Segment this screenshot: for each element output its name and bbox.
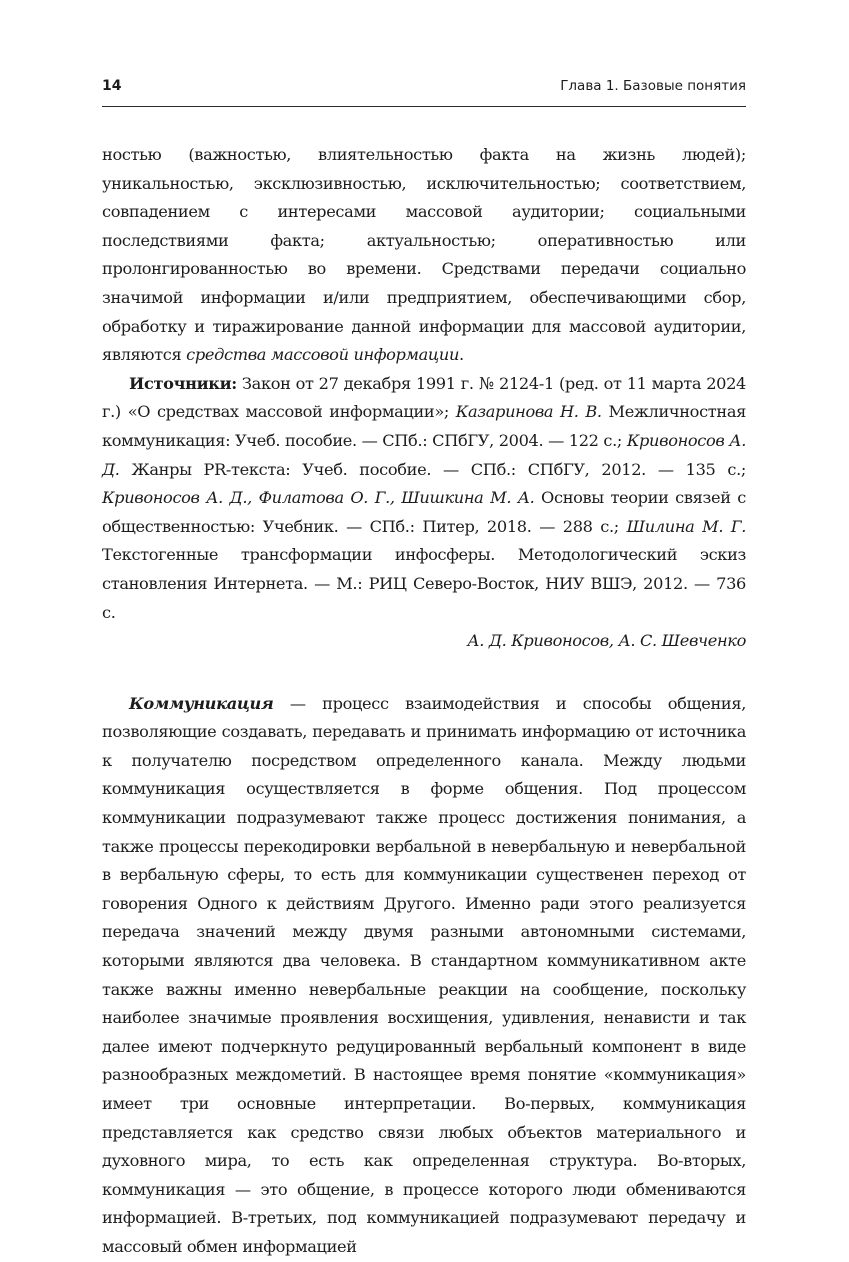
source-author: Шилина М. Г. [626,516,746,536]
source-author: Казаринова Н. В. [455,402,602,422]
continuation-text: ностью (важностью, влиятельностью факта на жизнь людей); уникальностью, эксклюзивностью, исключительностью; соответствием, совпадением с интересами массовой аудитории; социальными последствиями факта; актуальностью; оперативностью или пролонгированностью во времени. Средствами передачи социально значимой информации и/или предприятием, обеспечивающими сбор, обработку и тиражирование данной информации для массовой аудитории, являются [102,145,746,365]
source-text: Межличностная коммуникация: Учеб. пособие. — СПб.: СПбГУ, 2004. — 122 с.; [102,402,746,450]
entry-definition: — процесс взаимодействия и способы общения, позволяющие создавать, передавать и принимать информацию от источника к получателю посредством определенного канала. Между людьми коммуникация осуществляется в форме общения. Под процессом коммуникации подразумевают также процесс достижения понимания, а также процессы перекодировки вербальной в невербальную и невербальной в вербальную сферы, то есть для коммуникации существенен переход от говорения Одного к действиям Другого. Именно ради этого реализуется передача значений между двумя разными автономными системами, которыми являются два человека. В стандартном коммуникативном акте также важны именно невербальные реакции на сообщение, поскольку наиболее значимые проявления восхищения, удивления, ненависти и так далее имеют подчеркнуто редуцированный вербальный компонент в виде разнообразных междометий. В настоящее время понятие «коммуникация» имеет три основные интерпретации. Во-первых, коммуникация представляется как средство связи любых объектов материального и духовного мира, то есть как определенная структура. Во-вторых, коммуникация — это общение, в процессе которого люди обмениваются информацией. В-третьих, под коммуникацией подразумевают передачу и массовый обмен информацией [102,693,746,1256]
source-author: Кривоносов А. Д. [102,430,747,479]
source-text: Закон от 27 декабря 1991 г. № 2124-1 (ред. от 11 марта 2024 г.) «О средствах массовой информации»; [102,373,746,422]
continuation-italic-term: средства массовой информации [186,345,460,365]
source-text: Жанры PR-текста: Учеб. пособие. — СПб.: СПбГУ, 2012. — 135 с.; [119,459,746,479]
entry-separator [102,656,746,690]
continuation-end: . [459,345,464,365]
sources-paragraph [102,370,746,627]
source-text: Основы теории связей с общественностью: Учебник. — СПб.: Питер, 2018. — 288 с.; [102,488,746,536]
source-text: Текстогенные трансформации инфосферы. Методологический эскиз становления Интернета. — М.: РИЦ Северо-Восток, НИУ ВШЭ, 2012. — 736 с. [102,545,746,622]
entry-continuation-paragraph [102,141,746,370]
chapter-title: Глава 1. Базовые понятия [560,78,746,94]
entry-paragraph [102,690,746,1262]
entry-term: Коммуникация [129,693,274,713]
source-author: Кривоносов А. Д., Филатова О. Г., Шишкина М. А. [102,488,535,508]
sources-label: Источники: [129,373,237,393]
running-header [102,78,746,100]
entry-authors: А. Д. Кривоносов, А. С. Шевченко [467,631,746,651]
book-page [102,0,747,1256]
body-text [102,141,746,1262]
header-rule [102,106,746,107]
page-number: 14 [102,78,122,94]
